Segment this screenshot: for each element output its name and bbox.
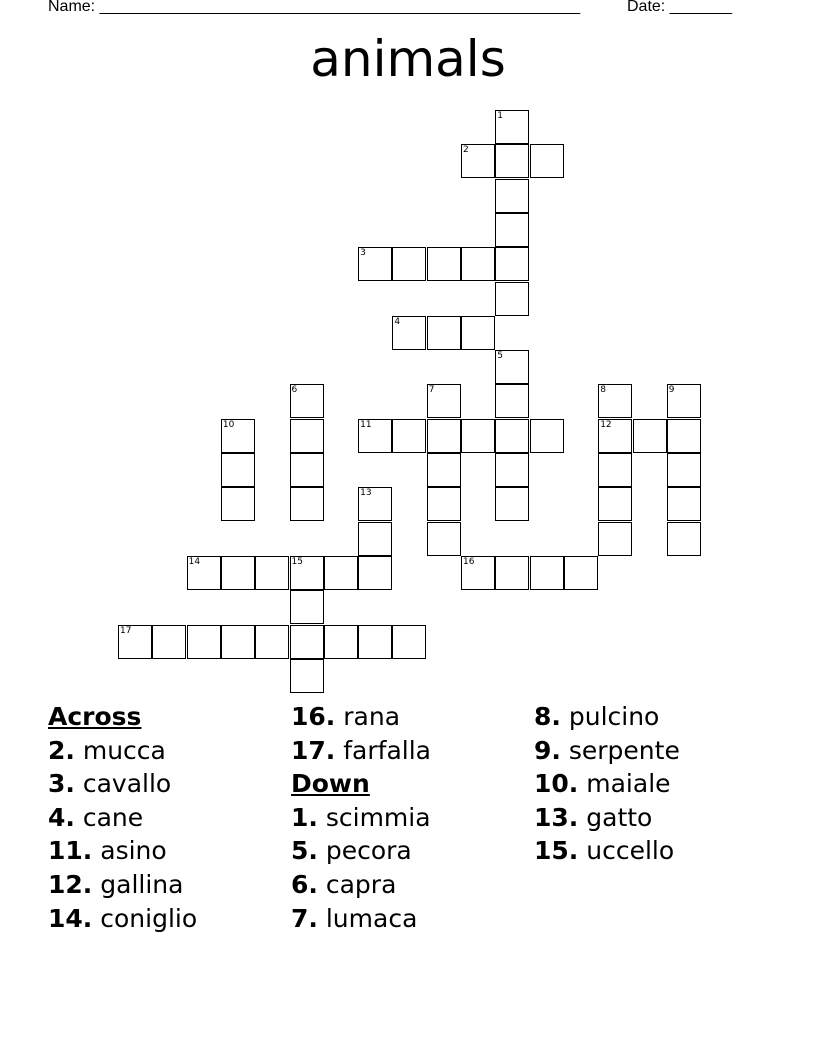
clue-number: 13. — [534, 802, 579, 832]
clue-number: 15. — [534, 836, 579, 866]
crossword-cell[interactable] — [461, 247, 495, 281]
crossword-cell[interactable] — [221, 419, 255, 453]
crossword-cell[interactable] — [358, 487, 392, 521]
crossword-cell[interactable] — [324, 556, 358, 590]
crossword-cell[interactable] — [667, 522, 701, 556]
clue-number: 9. — [534, 735, 561, 765]
cell-number: 17 — [120, 625, 132, 636]
cell-number: 3 — [360, 248, 366, 259]
crossword-cell[interactable] — [187, 556, 221, 590]
cell-number: 9 — [668, 385, 675, 396]
clue-down-10 — [534, 767, 774, 801]
date-field-label[interactable]: Date: _______ — [627, 0, 732, 15]
cell-number: 5 — [497, 351, 504, 362]
cell-number: 15 — [291, 556, 303, 567]
crossword-cell[interactable] — [427, 316, 461, 350]
crossword-cell[interactable] — [290, 625, 324, 659]
clue-number: 11. — [48, 836, 93, 866]
clue-number: 12. — [48, 869, 93, 899]
clue-across-12 — [48, 868, 288, 902]
down-heading: Down — [291, 769, 370, 799]
crossword-cell[interactable] — [221, 556, 255, 590]
puzzle-title: animals — [310, 30, 506, 88]
crossword-cell[interactable] — [118, 625, 152, 659]
clue-answer: maiale — [586, 769, 671, 799]
cell-number: 2 — [463, 145, 469, 156]
cell-number: 6 — [291, 385, 298, 396]
crossword-cell[interactable] — [358, 247, 392, 281]
crossword-cell[interactable] — [564, 556, 598, 590]
clue-answer: uccello — [586, 836, 675, 866]
crossword-cell[interactable] — [358, 556, 392, 590]
crossword-cell[interactable] — [530, 144, 564, 178]
clue-answer: lumaca — [325, 903, 418, 933]
clue-across-11 — [48, 834, 288, 868]
clue-number: 14. — [48, 903, 93, 933]
crossword-cell[interactable] — [598, 487, 632, 521]
clue-number: 4. — [48, 802, 75, 832]
clue-number: 3. — [48, 769, 75, 799]
crossword-cell[interactable] — [290, 487, 324, 521]
crossword-cell[interactable] — [290, 556, 324, 590]
clue-down-8 — [534, 700, 774, 734]
cell-number: 12 — [600, 419, 612, 430]
crossword-cell[interactable] — [221, 625, 255, 659]
clue-across-16 — [291, 700, 531, 734]
crossword-cell[interactable] — [495, 384, 529, 418]
crossword-cell[interactable] — [495, 110, 529, 144]
clue-down-9 — [534, 734, 774, 768]
crossword-cell[interactable] — [427, 247, 461, 281]
clue-across-14 — [48, 902, 288, 936]
clue-answer: asino — [100, 836, 167, 866]
clue-answer: coniglio — [100, 903, 198, 933]
crossword-cell[interactable] — [255, 625, 289, 659]
clue-answer: rana — [343, 702, 401, 731]
crossword-cell[interactable] — [530, 419, 564, 453]
clue-answer: scimmia — [325, 802, 431, 832]
clue-column-2 — [291, 700, 531, 935]
clue-down-1 — [291, 801, 531, 835]
crossword-cell[interactable] — [358, 522, 392, 556]
cell-number: 8 — [600, 385, 606, 396]
crossword-cell[interactable] — [598, 419, 632, 453]
crossword-cell[interactable] — [358, 419, 392, 453]
crossword-cell[interactable] — [495, 350, 529, 384]
crossword-cell[interactable] — [495, 556, 529, 590]
crossword-cell[interactable] — [495, 213, 529, 247]
clue-down-5 — [291, 834, 531, 868]
clue-answer: mucca — [82, 735, 166, 765]
crossword-cell[interactable] — [392, 316, 426, 350]
clue-answer: gatto — [586, 802, 653, 832]
clue-answer: gallina — [100, 869, 184, 899]
crossword-cell[interactable] — [530, 556, 564, 590]
clue-across-17 — [291, 734, 531, 768]
clue-number: 6. — [291, 869, 318, 899]
clue-down-13 — [534, 801, 774, 835]
crossword-cell[interactable] — [221, 453, 255, 487]
crossword-cell[interactable] — [152, 625, 186, 659]
cell-number: 1 — [497, 111, 504, 121]
crossword-cell[interactable] — [290, 419, 324, 453]
clue-answer: cane — [82, 802, 144, 832]
crossword-cell[interactable] — [392, 419, 426, 453]
cell-number: 10 — [222, 419, 235, 430]
crossword-cell[interactable] — [290, 590, 324, 624]
crossword-cell[interactable] — [495, 282, 529, 316]
crossword-cell[interactable] — [427, 419, 461, 453]
cell-number: 13 — [360, 488, 372, 499]
clue-down-6 — [291, 868, 531, 902]
crossword-cell[interactable] — [461, 556, 495, 590]
crossword-cell[interactable] — [461, 144, 495, 178]
clue-number: 7. — [291, 903, 318, 933]
clue-number: 10. — [534, 769, 579, 799]
crossword-cell[interactable] — [495, 487, 529, 521]
cell-number: 16 — [463, 556, 475, 567]
crossword-cell[interactable] — [290, 659, 324, 693]
crossword-cell[interactable] — [392, 625, 426, 659]
crossword-cell[interactable] — [255, 556, 289, 590]
clue-across-2 — [48, 734, 288, 768]
crossword-cell[interactable] — [290, 453, 324, 487]
crossword-cell[interactable] — [667, 487, 701, 521]
crossword-cell[interactable] — [221, 487, 255, 521]
crossword-cell[interactable] — [598, 384, 632, 418]
crossword-cell[interactable] — [495, 453, 529, 487]
crossword-cell[interactable] — [427, 384, 461, 418]
crossword-cell[interactable] — [495, 179, 529, 213]
cell-number: 14 — [188, 556, 201, 567]
clue-column-1 — [48, 700, 288, 935]
across-heading: Across — [48, 702, 142, 731]
cell-number: 4 — [394, 316, 401, 327]
crossword-cell[interactable] — [495, 247, 529, 281]
clue-number: 16. — [291, 702, 336, 731]
clue-answer: capra — [325, 869, 397, 899]
clue-answer: pulcino — [568, 702, 660, 731]
crossword-cell[interactable] — [495, 144, 529, 178]
crossword-cell[interactable] — [187, 625, 221, 659]
clue-across-4 — [48, 801, 288, 835]
clue-column-3 — [534, 700, 774, 868]
crossword-cell[interactable] — [461, 419, 495, 453]
clue-answer: pecora — [325, 836, 412, 866]
crossword-cell[interactable] — [358, 625, 392, 659]
crossword-cell[interactable] — [667, 384, 701, 418]
crossword-cell[interactable] — [392, 247, 426, 281]
crossword-cell[interactable] — [667, 419, 701, 453]
clue-number: 1. — [291, 802, 318, 832]
name-field-label[interactable]: Name: ______________________________________________________ — [48, 0, 581, 15]
crossword-cell[interactable] — [324, 625, 358, 659]
clue-down-7 — [291, 902, 531, 936]
crossword-cell[interactable] — [427, 453, 461, 487]
crossword-cell[interactable] — [427, 487, 461, 521]
clue-number: 8. — [534, 702, 561, 731]
crossword-cell[interactable] — [290, 384, 324, 418]
clue-across-3 — [48, 767, 288, 801]
clue-number: 17. — [291, 735, 336, 765]
crossword-cell[interactable] — [633, 419, 667, 453]
crossword-cell[interactable] — [495, 419, 529, 453]
crossword-cell[interactable] — [598, 522, 632, 556]
clue-number: 5. — [291, 836, 318, 866]
crossword-cell[interactable] — [598, 453, 632, 487]
clue-down-15 — [534, 834, 774, 868]
crossword-cell[interactable] — [667, 453, 701, 487]
crossword-cell[interactable] — [461, 316, 495, 350]
crossword-cell[interactable] — [427, 522, 461, 556]
clue-answer: cavallo — [82, 769, 172, 799]
clue-number: 2. — [48, 735, 75, 765]
clue-answer: farfalla — [343, 735, 431, 765]
clue-answer: serpente — [568, 735, 680, 765]
cell-number: 7 — [428, 385, 435, 396]
cell-number: 11 — [360, 419, 372, 430]
